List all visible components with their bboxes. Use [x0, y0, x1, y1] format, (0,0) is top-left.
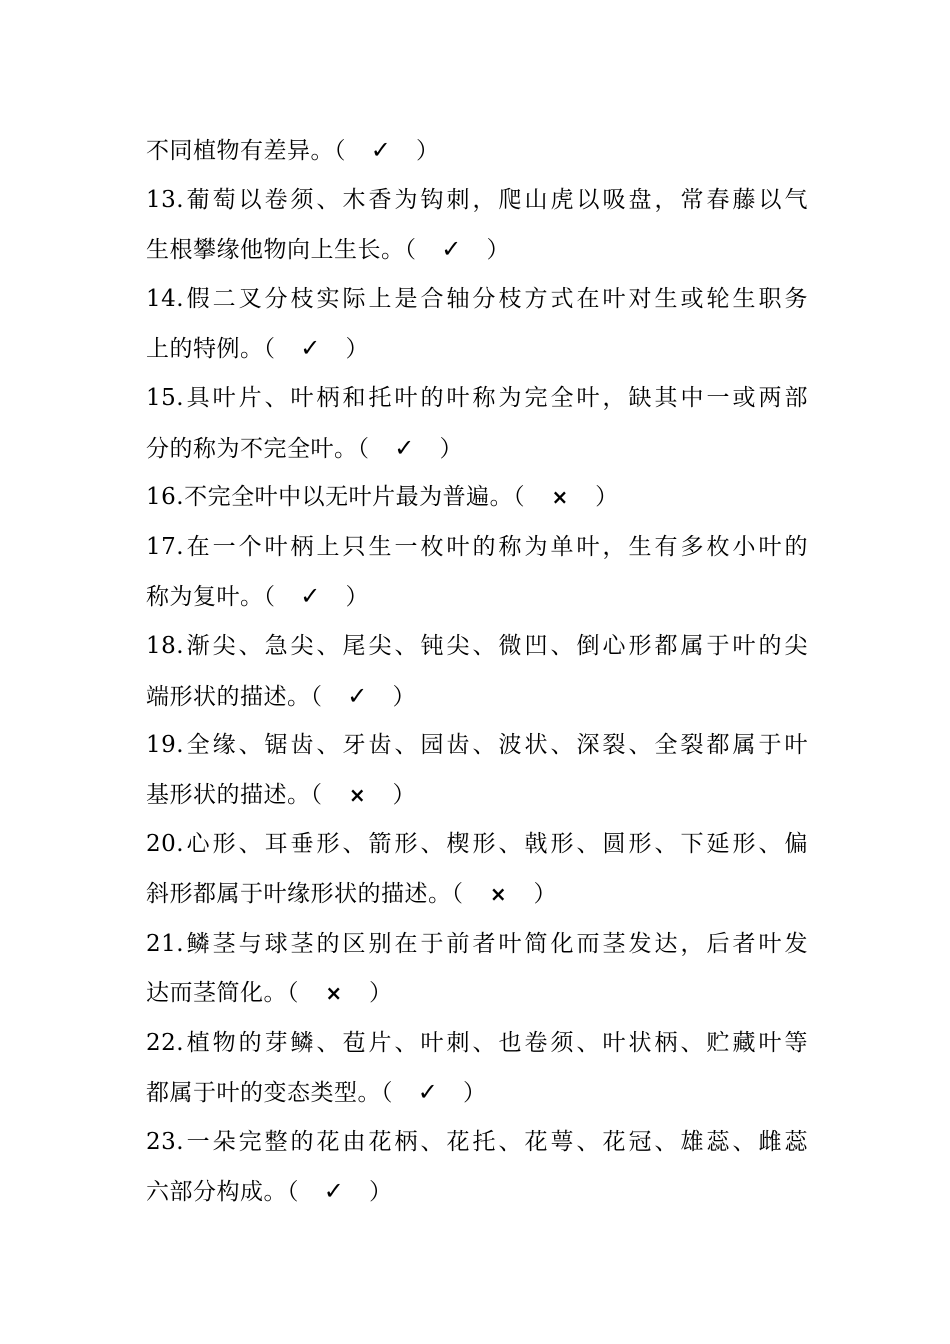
- question-text-line: [146, 523, 808, 573]
- check-mark-icon: ✓: [347, 681, 368, 710]
- question-text-line: [146, 622, 808, 672]
- answer-open-paren: （: [381, 1080, 393, 1107]
- question-text-line: [146, 1167, 808, 1217]
- question-text: 上的特例。: [146, 336, 264, 363]
- answer-open-paren: （: [357, 435, 370, 462]
- question-text-line: [146, 920, 808, 970]
- question-text: 分的称为不完全叶。: [146, 435, 358, 462]
- question-text: 20.心形、耳垂形、箭形、楔形、戟形、圆形、下延形、偏: [146, 831, 808, 858]
- document-page: [146, 126, 808, 1217]
- question-text: 23.一朵完整的花由花柄、花托、花萼、花冠、雄蕊、雌蕊: [146, 1128, 808, 1155]
- question-item: [146, 176, 808, 275]
- answer-open-paren: （: [287, 980, 299, 1007]
- cross-mark-icon: ×: [325, 981, 343, 1006]
- answer-open-paren: （: [334, 138, 346, 164]
- check-mark-icon: ✓: [300, 334, 321, 363]
- question-text-line: [146, 572, 808, 622]
- question-text-line: [146, 1068, 808, 1118]
- question-text-line: [146, 820, 808, 870]
- answer-slot: [276, 572, 346, 622]
- question-item: [146, 920, 808, 1019]
- answer-close-paren: ）: [439, 435, 463, 462]
- question-text-line: [146, 771, 808, 821]
- answer-slot: [346, 126, 416, 176]
- check-mark-icon: ✓: [441, 235, 462, 264]
- question-text-line: [146, 176, 808, 226]
- question-text: 14.假二叉分枝实际上是合轴分枝方式在叶对生或轮生职务: [146, 285, 808, 312]
- answer-close-paren: ）: [416, 138, 440, 164]
- question-text-line: [146, 324, 808, 374]
- answer-close-paren: ）: [345, 336, 369, 363]
- answer-slot: [417, 225, 487, 275]
- cross-mark-icon: ×: [551, 485, 569, 510]
- answer-open-paren: （: [404, 237, 417, 264]
- answer-slot: [370, 424, 440, 474]
- question-text: 端形状的描述。: [146, 683, 311, 710]
- question-text: 斜形都属于叶缘形状的描述。: [146, 880, 452, 907]
- question-text: 称为复叶。: [146, 584, 264, 611]
- question-text: 21.鳞茎与球茎的区别在于前者叶简化而茎发达，后者叶发: [146, 930, 808, 957]
- question-text: 生根攀缘他物向上生长。: [146, 237, 405, 264]
- answer-close-paren: ）: [369, 1179, 393, 1206]
- cross-mark-icon: ×: [489, 881, 508, 906]
- answer-close-paren: ）: [533, 880, 557, 907]
- answer-open-paren: （: [310, 683, 323, 710]
- answer-slot: [323, 672, 393, 722]
- question-item: [146, 126, 808, 176]
- question-text-line: [146, 126, 808, 176]
- check-mark-icon: ✓: [300, 582, 321, 611]
- check-mark-icon: ✓: [394, 433, 415, 462]
- answer-close-paren: ）: [486, 237, 510, 264]
- answer-slot: [525, 473, 595, 523]
- question-text: 22.植物的芽鳞、苞片、叶刺、也卷须、叶状柄、贮藏叶等: [146, 1029, 808, 1056]
- answer-slot: [323, 771, 393, 821]
- question-text: 都属于叶的变态类型。: [146, 1080, 381, 1107]
- question-text: 六部分构成。: [146, 1179, 287, 1206]
- question-text-line: [146, 424, 808, 474]
- question-item: [146, 523, 808, 622]
- answer-open-paren: （: [263, 584, 276, 611]
- question-text-line: [146, 473, 808, 523]
- question-item: [146, 473, 808, 523]
- answer-close-paren: ）: [595, 484, 619, 511]
- question-item: [146, 622, 808, 721]
- answer-close-paren: ）: [392, 683, 416, 710]
- question-text: 达而茎简化。: [146, 980, 287, 1007]
- question-text-line: [146, 721, 808, 771]
- question-text-line: [146, 870, 808, 920]
- answer-slot: [276, 324, 346, 374]
- check-mark-icon: ✓: [323, 1177, 345, 1206]
- question-text: 19.全缘、锯齿、牙齿、园齿、波状、深裂、全裂都属于叶: [146, 732, 808, 759]
- answer-close-paren: ）: [345, 584, 369, 611]
- question-text-line: [146, 275, 808, 325]
- question-item: [146, 820, 808, 919]
- question-item: [146, 1019, 808, 1118]
- question-text: 18.渐尖、急尖、尾尖、钝尖、微凹、倒心形都属于叶的尖: [146, 632, 808, 659]
- answer-open-paren: （: [451, 880, 464, 907]
- question-text-line: [146, 672, 808, 722]
- answer-slot: [464, 870, 534, 920]
- cross-mark-icon: ×: [348, 782, 367, 807]
- question-text: 基形状的描述。: [146, 781, 311, 808]
- check-mark-icon: ✓: [417, 1078, 439, 1107]
- answer-close-paren: ）: [392, 781, 416, 808]
- question-text-line: [146, 225, 808, 275]
- question-item: [146, 374, 808, 473]
- answer-slot: [393, 1068, 463, 1118]
- question-item: [146, 275, 808, 374]
- check-mark-icon: ✓: [370, 136, 392, 164]
- question-text-line: [146, 1118, 808, 1168]
- answer-open-paren: （: [310, 781, 323, 808]
- answer-open-paren: （: [263, 336, 276, 363]
- question-text: 不同植物有差异。: [146, 138, 334, 164]
- answer-close-paren: ）: [463, 1080, 487, 1107]
- question-text: 13.葡萄以卷须、木香为钩刺，爬山虎以吸盘，常春藤以气: [146, 186, 808, 213]
- question-item: [146, 1118, 808, 1217]
- answer-close-paren: ）: [369, 980, 393, 1007]
- question-item: [146, 721, 808, 820]
- question-text-line: [146, 969, 808, 1019]
- question-text: 16.不完全叶中以无叶片最为普遍。: [146, 484, 514, 511]
- answer-open-paren: （: [287, 1179, 299, 1206]
- answer-slot: [299, 969, 369, 1019]
- question-text: 15.具叶片、叶柄和托叶的叶称为完全叶，缺其中一或两部: [146, 384, 808, 411]
- question-text-line: [146, 1019, 808, 1069]
- answer-open-paren: （: [513, 484, 526, 511]
- answer-slot: [299, 1167, 369, 1217]
- question-text-line: [146, 374, 808, 424]
- question-text: 17.在一个叶柄上只生一枚叶的称为单叶，生有多枚小叶的: [146, 533, 808, 560]
